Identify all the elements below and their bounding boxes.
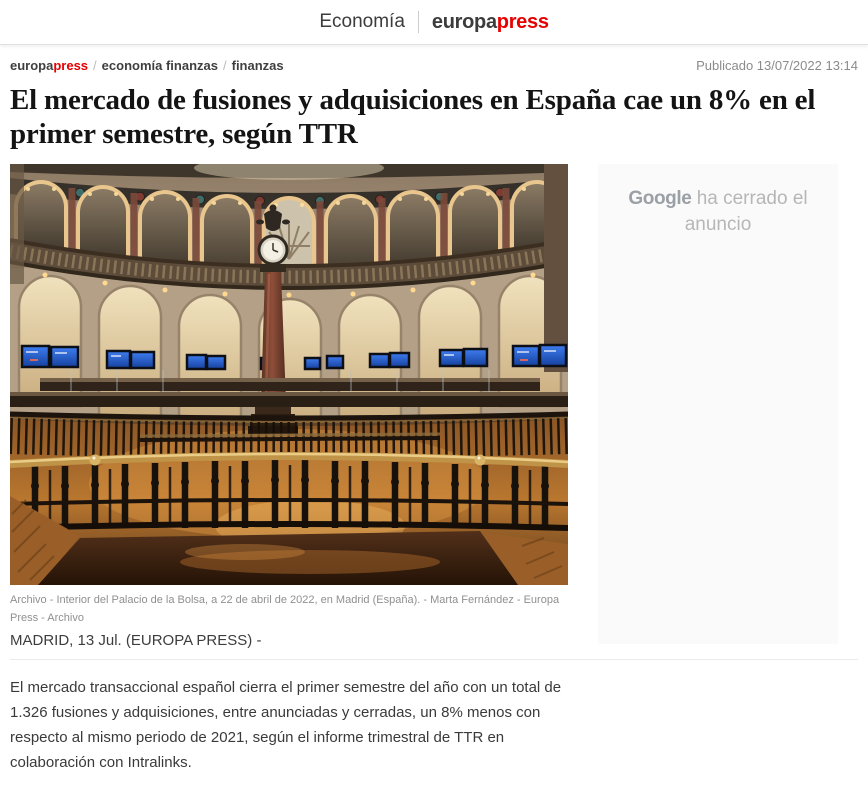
article-headline: El mercado de fusiones y adquisiciones en España cae un 8% en el primer semestre, según TTR [10, 84, 816, 150]
breadcrumb-item-finanzas[interactable]: finanzas [231, 58, 284, 73]
article-body: El mercado transaccional español cierra el primer semestre del año con un total de 1.326 fusiones y adquisiciones, entre anunciadas y cerradas, un 8% menos con respecto al mismo periodo de 2021, según el informe trimestral de TTR en colaboración con Intralinks. [10, 679, 562, 771]
ad-message [616, 186, 821, 644]
google-logo-text: Google [628, 188, 692, 209]
article-media-row [10, 164, 858, 649]
top-header [0, 0, 868, 45]
breadcrumb-item-economia-finanzas[interactable]: economía finanzas [101, 58, 218, 73]
photo-right-pillar [544, 164, 568, 372]
article-photo [10, 164, 568, 585]
ad-placeholder [598, 164, 838, 644]
breadcrumb-separator: / [222, 58, 227, 73]
published-timestamp: Publicado 13/07/2022 13:14 [696, 58, 858, 73]
ad-message-text: ha cerrado el anuncio [684, 188, 808, 235]
right-sidebar [598, 164, 838, 644]
breadcrumb-separator: / [93, 58, 97, 73]
photo-column [10, 164, 568, 649]
breadcrumb [10, 58, 284, 73]
photo-caption: Archivo - Interior del Palacio de la Bolsa, a 22 de abril de 2022, en Madrid (España). - Marta Fernández - Europa Press - Archivo [10, 594, 560, 624]
main-content [0, 58, 868, 775]
article-divider [10, 659, 858, 660]
europapress-logo[interactable]: europapress [431, 10, 549, 33]
section-link-economia[interactable]: Economía [319, 11, 405, 32]
photo-far-railing [10, 414, 568, 440]
breadcrumb-row [10, 58, 858, 73]
photo-left-edge-shade [10, 164, 24, 284]
header-separator [418, 11, 419, 33]
photo-near-railing [10, 454, 568, 528]
article-dateline: MADRID, 13 Jul. (EUROPA PRESS) - [10, 632, 262, 649]
breadcrumb-site-link[interactable]: europapress [10, 58, 89, 73]
